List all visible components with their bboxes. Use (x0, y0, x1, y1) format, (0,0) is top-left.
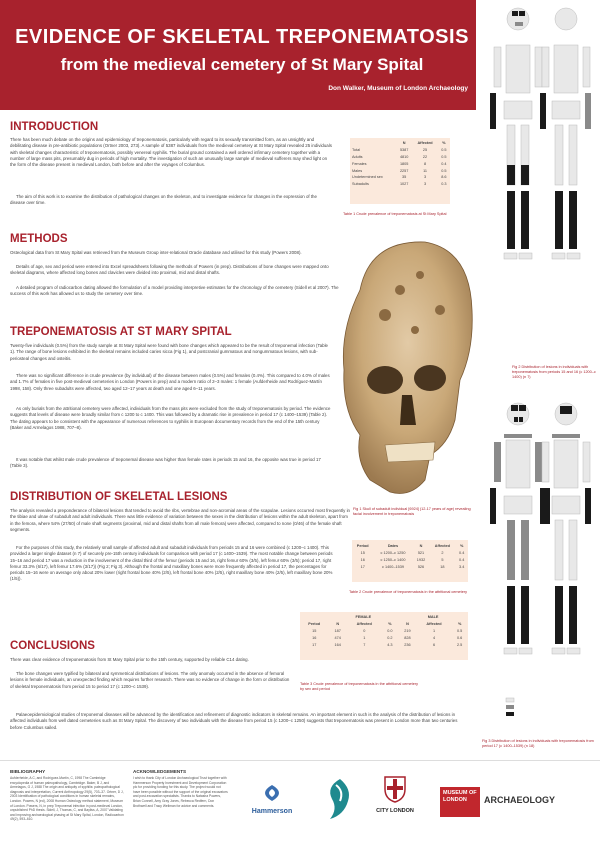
table-3-group-row (300, 614, 468, 621)
city-crest-icon (383, 775, 407, 803)
table-cell: 4 (432, 635, 436, 640)
femur-distal-lesion (521, 165, 529, 185)
table-2 (352, 540, 468, 582)
table-cell: 1 (363, 635, 366, 640)
lesion-pitting (395, 285, 405, 295)
conclusions-paragraph-2: The bone changes were typified by bilateral and symmetrical distributions of lesions. The only anomaly occurred in the absence of femoral lesions in female individuals, an unexpected finding which requires further research. There was no evidence of change in the form or distribution of skeletal treponematosis from period 15 to period 17 (c 1200–c 1539). (10, 671, 290, 689)
conclusions-paragraph-3: Palaeoepidemiological studies of treponemal diseases will be advanced by the identification and refinement of diagnostic indicators in skeletal remains. An important element in such is the analysis of the distribution of lesions in affected individuals from well dated cemeteries such as St Mary Spital. The discovery of two individuals with the disease from period 15 (c 1200–c 1250) suggests that treponematosis was present in London more than two centuries before Columbus sailed. (10, 712, 458, 730)
trep-paragraph-3: As only burials from the attritional cemetery were affected, individuals from the mass pits were excluded from the study of treponematosis by period. The evidence suggests that levels of disease were broadly similar from c 1200 to c 1400. This was followed by a dramatic rise in prevalence in period 17 (c 1400–1539) (Table 2). The dating appears to be consistent with the appearance of numerous references to syphilis in European documentary records from the end of the 15th century (Baker and Armelagos 1988, 707–8). (10, 406, 331, 430)
table-2-header: Dates (387, 544, 399, 549)
table-row (300, 628, 468, 635)
foot (552, 253, 565, 259)
table-2-header: % (460, 544, 464, 549)
table-cell: 3 (423, 182, 427, 187)
frontal-lesion (512, 11, 518, 16)
skull-back (555, 8, 577, 30)
frontal-lesion (519, 11, 525, 16)
humerus (494, 47, 501, 87)
maxilla-lesion (514, 417, 518, 422)
acknowledgements-heading: ACKNOWLEDGEMENTS (133, 769, 187, 774)
trep-paragraph-2: There was no significant difference in crude prevalence (by individual) of the disease between males (0.5%) and females (0.4%). This compared to 4.0% of males and 1.7% of females in five post-medieval cemeteries in London (Powers in prep) and a modern ratio of 2–3 males: 1 female (Aufderheide and Rodríguez-Martín 1998, 158). Only three subadults were affected, two aged 12–17 years at death and one aged 6–11 years. (10, 373, 330, 391)
radius-lesion (585, 488, 591, 524)
radius-lesion (585, 93, 591, 129)
foot (567, 253, 580, 259)
table-row (300, 634, 468, 641)
table-cell: 0.3 (441, 182, 447, 187)
humerus-lesion (494, 442, 501, 482)
table-1-caption: Table 1 Crude prevalence of treponematosis at St Mary Spital (343, 212, 447, 216)
table-cell: 35 (402, 175, 407, 180)
pelvis (552, 496, 580, 514)
trep-paragraph-1: Twenty-five individuals (0.5%) from the study sample at St Mary Spital were found with bone changes which appeared to be the result of treponemal infection (Table 1). The range of bone lesions exhibited in the skeletal remains included caries sicca (Fig 1), and postcranial gummatous and nongummatous lesions, with sub-periosteal changes and osteitis. (10, 343, 329, 361)
table-3-spacer (300, 614, 328, 621)
bibliography-heading: BIBLIOGRAPHY (10, 769, 46, 774)
femur (569, 520, 577, 580)
table-row (352, 563, 468, 570)
trep-heading: TREPONEMATOSIS AT ST MARY SPITAL (10, 326, 232, 338)
tibia-lesion (507, 586, 515, 644)
femur-lesion (507, 520, 515, 580)
table-cell: Males (352, 168, 363, 173)
table-row (350, 167, 450, 174)
lesion-pitting (411, 326, 419, 334)
table-cell: Adults (352, 154, 363, 159)
thorax (506, 45, 530, 93)
table-cell: 1027 (399, 182, 409, 187)
humerus (583, 47, 590, 87)
parietal-lesion (560, 406, 572, 414)
table-cell: 236 (404, 642, 411, 647)
table-cell: 25 (422, 148, 428, 153)
table-cell: c 1400–1539 (382, 564, 404, 569)
lesion-pitting (435, 305, 445, 315)
clavicle-lesion (552, 434, 580, 438)
table-cell: 164 (334, 642, 341, 647)
table-cell: 0.0 (387, 628, 393, 633)
table-3-group-header: FEMALE (355, 615, 372, 620)
table-cell: 2 (441, 551, 444, 556)
table-3-header: % (457, 622, 462, 627)
table-cell: 4810 (399, 154, 409, 159)
tibia-lesion (555, 191, 563, 249)
femur (555, 520, 563, 580)
distribution-paragraph-2: For the purposes of this study, the relatively small sample of affected adult and subadult individuals from periods 15 and 16 were combined (c 1200–c 1400). This provided a larger single dataset (n 7) of securely pre-15th century individuals for comparison with period 17 (c 1400–1539). The most notable change between periods 15–16 and period 17 was a reduction in the involvement of the distal third of the femur (periods 15 and 16, right femur 60% (3/5), left femur 60% (3/5); period 17, right femur 33.3% (6/17), left femur 17.6% (3/17)) (Fig 2; Fig 3). Although the frontal and maxillary bones were more frequently affected in period 17, the percentages for periods 15–16 were on average only about 20% lower (right frontal bone 40% (2/5), left frontal bone 40% (2/5), right maxillary bone 40% (2/5), left maxillary bone 20% (1/5)). (10, 545, 333, 582)
humerus (542, 442, 549, 482)
table-cell: Undetermined sex (352, 175, 383, 180)
table-cell: 4.3 (387, 642, 393, 647)
tibia-lesion (569, 191, 577, 249)
lesion-pitting (416, 271, 424, 279)
maxilla-lesion (519, 417, 523, 422)
fig-2-caption: Fig 2 Distribution of lesions in individuals with treponematosis from periods 15 and 16 (c 1200–c 1400) (n 7) (512, 365, 596, 379)
thorax (554, 45, 578, 93)
skull-photograph (330, 230, 476, 505)
table-cell: 0.5 (456, 628, 463, 633)
table-2-header: Period (356, 544, 369, 549)
table-cell: 0 (363, 628, 366, 633)
clavicle-lesion (504, 434, 532, 438)
lesion-pitting (379, 309, 391, 321)
table-cell: 219 (404, 628, 411, 633)
ulna-lesion (490, 488, 496, 524)
intro-heading: INTRODUCTION (10, 121, 99, 133)
table-cell: 0.5 (441, 168, 447, 173)
table-cell: 17 (360, 564, 365, 569)
spital-logo (322, 775, 358, 825)
table-3-caption: Table 3 Crude prevalence of treponematosis in the attritional cemetery by sex and period (300, 682, 418, 691)
table-1-header: % (442, 141, 446, 146)
table-2-header: N (419, 544, 423, 549)
table-1-header (350, 140, 396, 147)
table-cell: 187 (334, 628, 341, 633)
table-cell: 526 (417, 564, 425, 569)
skull-orbit-left (367, 366, 403, 394)
table-3-header: N (406, 622, 409, 627)
frontal-lesion (511, 405, 518, 411)
table-cell: 2257 (399, 168, 409, 173)
table-cell: 828 (404, 635, 411, 640)
table-row (350, 160, 450, 167)
acknowledgements-text: I wish to thank City of London Archaeological Trust together with Hammerson Property Investment and Development Corporation plc for providing funding for this study. The project would not have been possible without the support of the original excavators and post-excavation specialists. Thanks to Natasha Powers, Brian Connell, Amy Gray Jones, Rebecca Redfern, Don Brothwell and Tracy Wellman for advice and comments. (133, 776, 228, 808)
table-3-header: N (336, 622, 340, 627)
museum-wordmark: MUSEUM OF LONDON (443, 790, 477, 803)
table-cell: 0.4 (441, 161, 447, 166)
museum-of-london-logo (440, 787, 480, 817)
foot (504, 648, 517, 654)
archaeology-wordmark: ARCHAEOLOGY (484, 795, 556, 805)
foot (552, 648, 565, 654)
table-1-header: Affected (417, 141, 433, 146)
table-cell: 0.4 (459, 557, 465, 562)
table-cell: 5 (441, 557, 444, 562)
thorax (506, 440, 530, 488)
table-cell: 3 (423, 175, 427, 180)
table-cell: 1 (432, 628, 436, 633)
table-cell: Total (352, 148, 361, 153)
tibia-lesion (555, 586, 563, 644)
table-2-caption: Table 2 Crude prevalence of treponematosis in the attritional cemetery (349, 590, 467, 594)
table-cell: 16 (312, 635, 317, 640)
skeleton-diagram-fig-3 (482, 400, 598, 730)
table-row (350, 147, 450, 154)
author-line: Don Walker, Museum of London Archaeology (328, 85, 468, 92)
table-3-header: Affected (356, 622, 372, 627)
table-3-header: Affected (426, 622, 442, 627)
table-1-header: N (402, 141, 406, 146)
femur-lesion (521, 520, 529, 580)
methods-heading: METHODS (10, 233, 68, 245)
table-cell: 22 (422, 154, 428, 159)
intro-paragraph-2: The aim of this work is to examine the distribution of pathological changes on the skeleton, and to investigate evidence for changes in the expression of the disease over time. (10, 194, 317, 206)
foot (519, 648, 532, 654)
table-row (350, 181, 450, 188)
table-3-header-row (300, 621, 468, 628)
poster-title: EVIDENCE OF SKELETAL TREPONEMATOSIS (15, 26, 469, 48)
table-cell: 0.2 (387, 635, 393, 640)
key-swatch-full (506, 712, 514, 716)
table-cell: 7 (363, 642, 366, 647)
ulna-lesion (490, 93, 496, 129)
skull-orbit-right (414, 365, 446, 391)
table-cell: 17 (312, 642, 317, 647)
table-cell: 18 (440, 564, 445, 569)
table-cell: Females (352, 161, 367, 166)
poster-subtitle: from the medieval cemetery of St Mary Spital (60, 55, 424, 74)
table-cell: 0.5 (441, 154, 447, 159)
trep-paragraph-4: It was notable that whilst male crude prevalence of treponemal disease was higher than female rates in periods 15 and 16, the opposite was true in period 17 (Table 3). (10, 457, 321, 469)
pelvis (504, 101, 532, 119)
table-cell: 1932 (416, 557, 426, 562)
table-cell: 3.4 (459, 564, 465, 569)
femur (555, 125, 563, 185)
title-banner (0, 0, 476, 110)
table-row (352, 557, 468, 564)
intro-paragraph-1: There has been much debate on the origins and epidemiology of treponematosis, particularly with regard to its sexually transmitted form, as an unsightly and debilitating disease in pre-antibiotic populations (Ortner 2003, 273). A sample of 5387 individuals from the medieval cemetery at St Mary Spital revealed 25 individuals with skeletal changes characteristic of treponematosis, possibly venereal syphilis. The burial ground contained a well ordered infirmary cemetery together with a number of large mass pits, presumably dug in periods of high mortality. The investigation of such an unusually large sample of medieval sufferers may shed light on the form of the disease present in medieval London, both before and after the voyages of Columbus. (10, 137, 332, 168)
tibia-lesion (569, 586, 577, 644)
humerus (583, 442, 590, 482)
table-1-header-row (350, 140, 450, 147)
femur (569, 125, 577, 185)
table-2-header: Affected (434, 544, 450, 549)
maxilla-lesion (515, 22, 519, 26)
table-cell: 0.5 (441, 148, 447, 153)
table-cell: 2.5 (456, 642, 463, 647)
distribution-paragraph-1: The analysis revealed a preponderance of bilateral lesions that tended to avoid the ribs, vertebrae and non-acromial areas of the scapulae. Lesions occurred most frequently in the tibiae and ulnae of subadult and adult individuals. There was little evidence of variation between the sexes in the distribution of lesions within the adult skeleton, apart from in the femora, where 54% (27/50) of male shaft segments (proximal, mid and distal shafts from all male femora) were affected, compared to none (0/46) of the female shaft segments. (10, 508, 350, 532)
table-row (300, 641, 468, 648)
tibia-lesion (521, 191, 529, 249)
table-cell: c 1250–c 1400 (380, 557, 406, 562)
table-cell: 0.4 (459, 551, 465, 556)
pelvis (504, 496, 532, 514)
table-cell: 8.6 (441, 175, 447, 180)
humerus (535, 47, 542, 87)
footer (0, 760, 600, 850)
table-cell: 474 (334, 635, 341, 640)
hammerson-logo (238, 783, 306, 823)
pelvis (552, 101, 580, 119)
table-3-group-header: MALE (427, 615, 439, 620)
table-cell: 1805 (399, 161, 409, 166)
femur-distal-lesion (507, 165, 515, 185)
foot (504, 253, 517, 259)
table-3-header: Period (308, 622, 321, 627)
tibia-lesion (521, 586, 529, 644)
methods-paragraph-3: A detailed program of radiocarbon dating allowed the formulation of a model providing interpretive estimates for the chronology of the cemetery (Sidell et al 2007). The success of this work has allowed us to study the cemetery over time. (10, 285, 339, 297)
methods-paragraph-1: Osteological data from St Mary Spital was retrieved from the Museum Group inter-relational Oracle database and utilised for this study (Powers 2008). (10, 250, 302, 255)
bibliography-text: Aufderheide, A C, and Rodríguez-Martín, C, 1998 The Cambridge encyclopedia of human paleopathology, Cambridge. Baker, B J, and Armelagos, G J, 1988 The origin and antiquity of syphilis: paleopathological diagnosis and interpretation, Current Anthropology 29(5), 703–37. Ortner, D J, 2003 Identification of pathological conditions in human skeletal remains, London. Powers, N (ed), 2008 Human Osteology method statement, Museum of London. Powers, N, in prep Treponemal infection in post-medieval London, unpublished PhD thesis. Sidell, J, Thomas, C, and Bayliss, A, 2007 Validating and improving archaeological phasing at St Mary Spital, London, Radiocarbon 49(2), 593–610. (10, 776, 124, 822)
table-cell: 8 (423, 161, 427, 166)
key-swatch-none (506, 698, 514, 702)
skull-teeth (385, 442, 435, 462)
methods-paragraph-2: Details of age, sex and period were entered into Excel spreadsheets following the methods of Powers (in prep). Distributions of bone changes were mapped onto skeletal diagrams, where affected long bones and clavicles were divided into proximal, mid and distal shafts. (10, 264, 329, 276)
city-of-london-logo (370, 775, 420, 835)
table-cell: 16 (360, 557, 365, 562)
city-wordmark: CITY LONDON (376, 808, 414, 814)
table-row (350, 154, 450, 161)
table-cell: 521 (417, 551, 425, 556)
table-cell: 11 (423, 168, 428, 173)
conclusions-heading: CONCLUSIONS (10, 640, 95, 652)
foot (519, 253, 532, 259)
table-3-header: % (388, 622, 392, 627)
humerus-lesion (535, 442, 542, 482)
conclusions-paragraph-1: There was clear evidence of treponematosis from St Mary Spital prior to the 15th century, supported by reliable C14 dating. (10, 657, 249, 662)
ulna-lesion (540, 93, 546, 129)
frontal-lesion (519, 405, 526, 411)
skeleton-diagram-fig-2 (482, 5, 598, 360)
table-cell: 15 (360, 551, 365, 556)
table-row (350, 174, 450, 181)
table-cell: Subadults (352, 182, 369, 187)
thorax (554, 440, 578, 488)
fig-1-caption: Fig 1 Skull of subadult individual [6924] (12-17 years of age) revealing facial involvement in treponematosis (353, 507, 471, 516)
table-cell: 0.6 (456, 635, 463, 640)
table-cell: c 1200–c 1250 (380, 551, 406, 556)
table-3 (300, 612, 468, 660)
distribution-heading: DISTRIBUTION OF SKELETAL LESIONS (10, 491, 228, 503)
foot (567, 648, 580, 654)
hammerson-mark (238, 783, 306, 803)
table-row (352, 550, 468, 557)
fig-3-caption: Fig 3 Distribution of lesions in individuals with treponematosis from period 17 (c 1400–1539) (n 18) (482, 739, 594, 748)
humerus (542, 47, 549, 87)
table-1 (350, 138, 450, 204)
table-cell: 6 (432, 642, 436, 647)
radius-lesion (544, 488, 550, 524)
table-2-header-row (352, 543, 468, 550)
tibia-lesion (507, 191, 515, 249)
key-swatch-partial (506, 705, 514, 709)
hammerson-wordmark: Hammerson (251, 808, 293, 815)
maxilla-lesion (519, 22, 523, 26)
table-cell: 15 (312, 628, 317, 633)
table-cell: 5387 (399, 148, 409, 153)
